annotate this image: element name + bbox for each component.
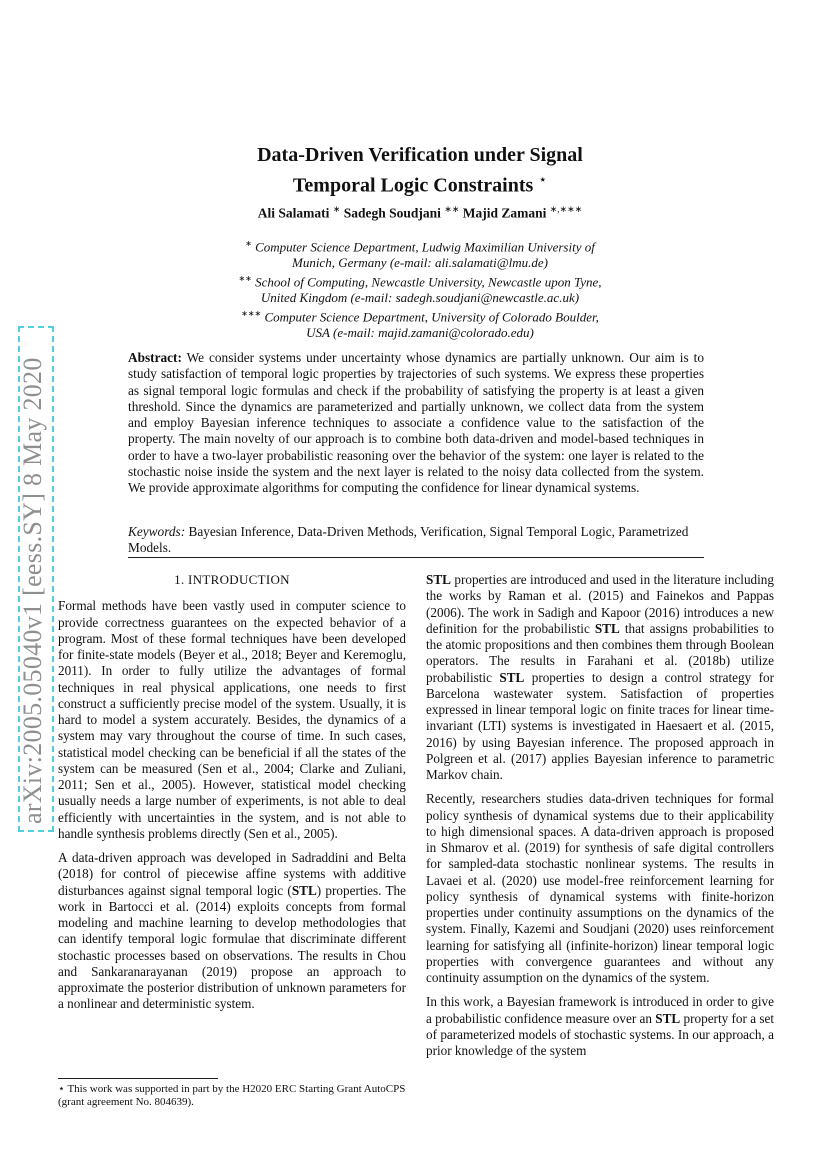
author-name: Ali Salamati [257, 205, 330, 221]
stl-term: STL [426, 572, 451, 587]
stl-term: STL [291, 882, 317, 898]
abstract-divider [128, 557, 704, 558]
author-name: Sadegh Soudjani [343, 205, 441, 221]
footnote-divider [58, 1078, 218, 1079]
author-list [170, 204, 670, 222]
affiliation-line: United Kingdom (e-mail: sadegh.soudjani@newcastle.ac.uk) [260, 290, 580, 306]
title-footnote-mark: ⋆ [538, 173, 548, 188]
affiliation-line: USA (e-mail: majid.zamani@colorado.edu) [306, 324, 534, 340]
affiliation-mark: ∗∗ [238, 273, 252, 283]
abstract-text: We consider systems under uncertainty whose dynamics are partially unknown. Our aim is to study satisfaction of temporal logic properties by trajectories of such systems. We express these properties as signal temporal logic formulas and check if the probability of satisfying the property is at least a given threshold. Since the dynamics are parameterized and partially unknown, we collect data from the system and employ Bayesian inference techniques to associate a confidence value to the satisfaction of the property. The main novelty of our approach is to combine both data-driven and model-based techniques in order to have a two-layer probabilistic reasoning over the behavior of the system: one layer is related to the stochastic noise inside the system and the next layer is related to the noisy data collected from the system. We provide approximate algorithms for computing the confidence for linear dynamical systems. [128, 350, 704, 496]
stl-term: STL [499, 669, 525, 685]
author-name: Majid Zamani [462, 205, 547, 221]
section-heading: 1. INTRODUCTION [174, 572, 290, 587]
title-line-1: Data-Driven Verification under Signal [257, 144, 583, 166]
abstract-label: Abstract: [128, 350, 182, 365]
affiliation [180, 271, 660, 290]
footnote [58, 1083, 406, 1109]
paper-title [170, 143, 670, 199]
keywords [128, 524, 704, 557]
affiliation-line: Computer Science Department, Ludwig Maximilian University of [255, 239, 595, 255]
paragraph-text: property for a set of parameterized models of stochastic systems. In our approach, a prior knowledge of the system [426, 1010, 774, 1058]
left-column [58, 572, 406, 1021]
arxiv-identifier: arXiv:2005.05040v1 [eess.SY] 8 May 2020 [18, 357, 47, 824]
arxiv-stamp [18, 326, 54, 832]
footnote-mark: ⋆ [58, 1083, 65, 1095]
affiliation-line: Munich, Germany (e-mail: ali.salamati@lmu.de) [291, 255, 549, 271]
keywords-label: Keywords: [128, 524, 186, 539]
paragraph-text: that assigns probabilities to the atomic propositions and then combines them through Boolean operators. The results in Farahani et al. (2018b) utilize probabilistic [426, 620, 774, 685]
affiliation-mark: ∗ [245, 239, 252, 248]
affiliation-line: Computer Science Department, University of Colorado Boulder, [264, 309, 599, 325]
paragraph [58, 850, 406, 1013]
affiliation-line: School of Computing, Newcastle University, Newcastle upon Tyne, [255, 274, 602, 290]
paragraph-text: A data-driven approach was developed in Sadraddini and Belta (2018) for control of piecewise affine systems with additive disturbances against signal temporal logic ( [58, 850, 406, 898]
author-mark: ∗ [332, 204, 341, 214]
author-mark: ∗∗ [444, 204, 460, 214]
keywords-text: Bayesian Inference, Data-Driven Methods, Verification, Signal Temporal Logic, Parametrized Models. [128, 524, 689, 556]
affiliation-mark: ∗∗∗ [241, 308, 262, 318]
paragraph: Formal methods have been vastly used in computer science to provide correctness guarantees on the expected behavior of a program. Most of these formal techniques have been developed for finite-state models (Beyer et al., 2018; Beyer and Keremoglu, 2011). In order to fully utilize the advantages of formal techniques in real physical applications, one needs to first construct a sufficiently precise model of the system. Usually, it is hard to model a system accurately. Besides, the dynamics of a system may vary throughout the course of time. In such cases, statistical model checking can be beneficial if all the states of the system can be measured (Sen et al., 2004; Clarke and Zuliani, 2011; Sen et al., 2005). However, statistical model checking usually needs a large number of experiments, is not able to deal efficiently with uncertainties in the system, and is not able to handle synthesis problems directly (Sen et al., 2005). [58, 598, 406, 841]
stl-term: STL [655, 1010, 681, 1026]
abstract [128, 350, 704, 497]
paragraph-text: In this work, a Bayesian framework is introduced in order to give a probabilistic confidence measure over an [426, 994, 774, 1026]
right-column [426, 572, 774, 1067]
paragraph-text: properties to design a control strategy for Barcelona wastewater system. Satisfaction of properties expressed in linear temporal logic on finite traces for linear time-invariant (LTI) systems is investigated in Haesaert et al. (2015, 2016) by using Bayesian inference. The proposed approach in Polgreen et al. (2017) applies Bayesian inference to parametric Markov chain. [426, 669, 774, 782]
affiliation [180, 236, 660, 255]
paragraph [426, 994, 774, 1059]
footnote-text: This work was supported in part by the H2020 ERC Starting Grant AutoCPS (grant agreement No. 804639). [58, 1083, 406, 1108]
title-line-2-text: Temporal Logic Constraints [292, 174, 534, 197]
affiliations [180, 236, 660, 341]
paragraph-text: properties are introduced and used in the literature including the works by Raman et al. (2015) and Fainekos and Pappas (2006). The work in Sadigh and Kapoor (2016) introduces a new definition for the probabilistic [426, 572, 774, 636]
paragraph: Recently, researchers studies data-driven techniques for formal policy synthesis of dynamical systems due to their applicability to high dimensional spaces. A data-driven approach is proposed in Shmarov et al. (2019) for synthesis of safe digital controllers for sampled-data stochastic nonlinear systems. The results in Lavaei et al. (2020) use model-free reinforcement learning for policy synthesis of dynamical systems with finite-horizon properties under continuity assumptions on the dynamics of the system. Finally, Kazemi and Soudjani (2020) uses reinforcement learning for satisfying all (infinite-horizon) linear temporal logic properties with convergence guarantees and without any continuity assumption on the dynamics of the system. [426, 791, 774, 985]
affiliation [180, 306, 660, 325]
paragraph [426, 572, 774, 783]
stl-term: STL [594, 620, 620, 636]
paragraph-text: ) properties. The work in Bartocci et al. (2014) exploits concepts from formal modeling and machine learning to develop methodologies that can identify temporal logic formulae that discriminate different stochastic processes based on observations. The results in Chou and Sankaranarayanan (2019) propose an approach to approximate the posterior distribution of unknown parameters for a nonlinear and deterministic system. [58, 882, 406, 1012]
author-mark: ∗,∗∗∗ [549, 204, 583, 214]
title-line-2 [170, 168, 670, 199]
